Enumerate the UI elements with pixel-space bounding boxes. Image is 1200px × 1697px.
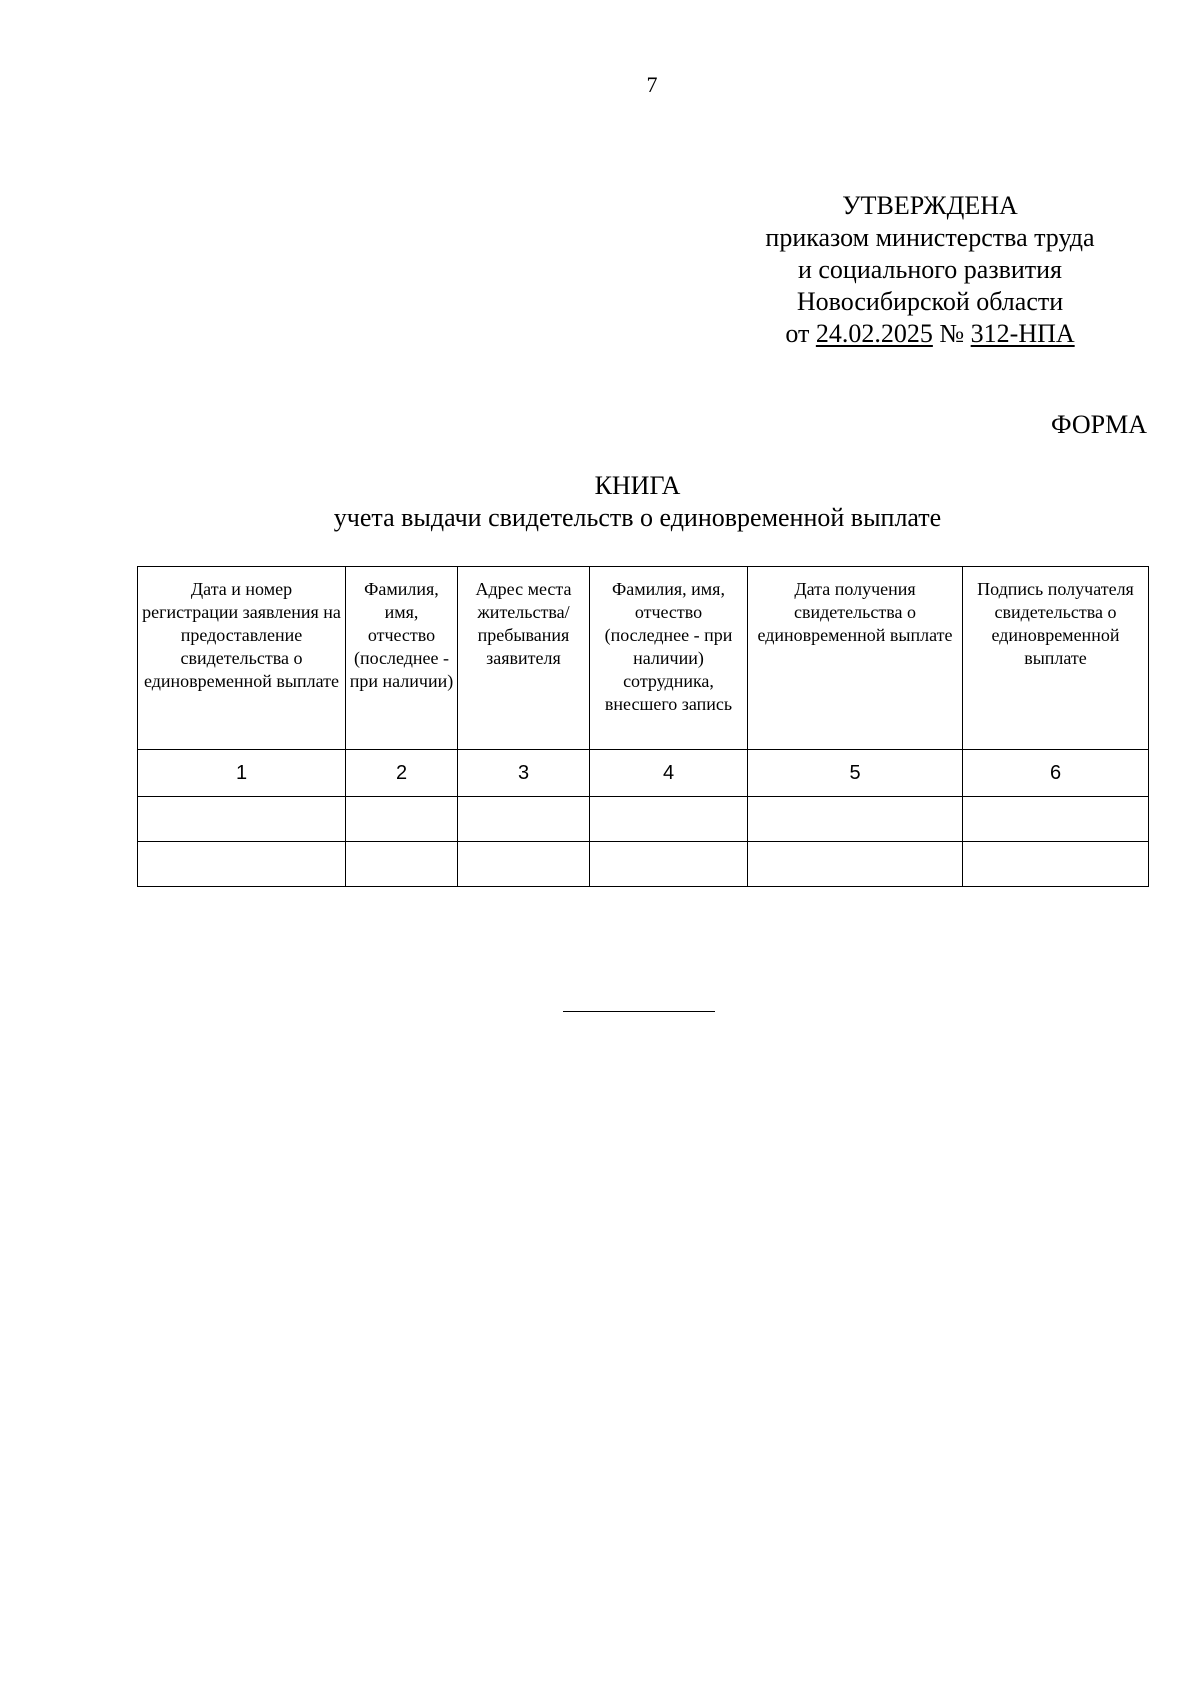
end-of-document-divider — [563, 1011, 715, 1012]
approval-line-3: Новосибирской области — [796, 287, 1064, 316]
empty-cell — [346, 842, 458, 887]
column-number-3: 3 — [458, 750, 590, 797]
approval-stamp-block — [700, 190, 1160, 350]
table-row — [138, 842, 1149, 887]
header-employee-name: Фамилия, имя, отчество (последнее - при наличии) сотрудника, внесшего запись — [604, 579, 733, 714]
header-signature: Подпись получателя свидетельства о единовременной выплате — [977, 579, 1134, 668]
empty-cell — [748, 797, 963, 842]
approval-order-date: 24.02.2025 — [815, 319, 933, 348]
header-receipt-date: Дата получения свидетельства о единовременной выплате — [757, 579, 953, 645]
page-number: 7 — [646, 72, 658, 97]
table-row — [138, 797, 1149, 842]
column-number-6: 6 — [963, 750, 1149, 797]
empty-cell — [963, 797, 1149, 842]
column-number-4: 4 — [590, 750, 748, 797]
empty-cell — [138, 797, 346, 842]
approval-line-1: приказом министерства труда — [765, 223, 1095, 252]
header-cell — [748, 567, 963, 750]
empty-cell — [458, 797, 590, 842]
empty-cell — [748, 842, 963, 887]
header-full-name: Фамилия, имя, отчество (последнее - при наличии) — [349, 579, 454, 691]
header-cell — [346, 567, 458, 750]
column-number-row — [138, 750, 1149, 797]
empty-cell — [963, 842, 1149, 887]
header-address: Адрес места жительства/пребывания заявителя — [475, 579, 572, 668]
table-header-row — [138, 567, 1149, 750]
approval-line-2: и социального развития — [797, 255, 1063, 284]
approval-order-line — [700, 318, 1160, 350]
header-cell — [963, 567, 1149, 750]
document-title: КНИГА — [594, 471, 681, 500]
form-label: ФОРМА — [1051, 410, 1147, 439]
approval-order-prefix: от — [785, 319, 810, 348]
empty-cell — [590, 797, 748, 842]
approval-title: УТВЕРЖДЕНА — [842, 191, 1018, 220]
column-number-5: 5 — [748, 750, 963, 797]
empty-cell — [458, 842, 590, 887]
header-cell — [138, 567, 346, 750]
approval-number-sign: № — [939, 319, 965, 348]
column-number-1: 1 — [138, 750, 346, 797]
header-date-registration: Дата и номер регистрации заявления на предоставление свидетельства о единовременной выплате — [142, 579, 341, 691]
registry-table — [137, 566, 1149, 887]
empty-cell — [346, 797, 458, 842]
approval-order-number: 312-НПА — [970, 319, 1075, 348]
document-title-block — [0, 470, 1200, 534]
document-subtitle: учета выдачи свидетельств о единовременной выплате — [333, 503, 942, 532]
column-number-2: 2 — [346, 750, 458, 797]
empty-cell — [138, 842, 346, 887]
empty-cell — [590, 842, 748, 887]
header-cell — [590, 567, 748, 750]
header-cell — [458, 567, 590, 750]
